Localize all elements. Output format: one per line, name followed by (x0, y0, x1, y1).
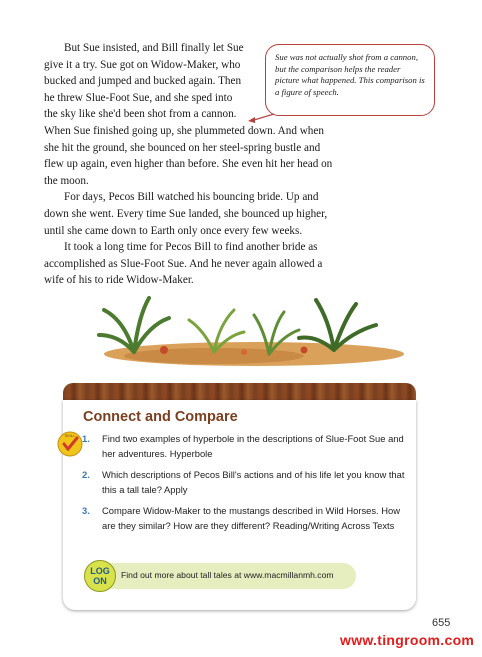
badge-label: SKILL (64, 433, 76, 438)
connect-compare-title: Connect and Compare (83, 409, 238, 425)
callout-pointer-icon (246, 112, 274, 126)
site-watermark: www.tingroom.com (340, 632, 475, 648)
item-text: Which descriptions of Pecos Bill's actions and of his life let you know that this a tall tale? Apply (102, 469, 405, 495)
story-paragraph-3: It took a long time for Pecos Bill to find another bride as accomplished as Slue-Foot Sue. And he never again allowed a wife of his to ride Widow-Maker. (44, 241, 323, 287)
desert-plants-illustration (94, 290, 414, 370)
log-on-banner[interactable] (88, 563, 356, 589)
story-paragraph-2: For days, Pecos Bill watched his bouncing bride. Up and down she went. Every time Sue landed, she bounced up higher, until she came down to Earth only once every few weeks. (44, 191, 328, 237)
margin-callout (265, 44, 435, 116)
log-on-link-text[interactable]: Find out more about tall tales at www.macmillanmh.com (121, 570, 334, 580)
connect-compare-list (80, 431, 405, 539)
item-number: 3. (82, 505, 90, 516)
log-on-line2: ON (93, 576, 107, 586)
story-paragraph-1a: But Sue insisted, and Bill finally let Sue give it a try. Sue got on Widow-Maker, who bucked and jumped and bucked again. Then he threw Slue-Foot Sue, and she sped into the sky like she'd been shot from a cannon. (44, 42, 244, 121)
log-on-line1: LOG (90, 566, 110, 576)
item-text: Compare Widow-Maker to the mustangs described in Wild Horses. How are they similar? How are they different? Reading/Writing Across Texts (102, 505, 401, 531)
story-paragraph-1b: When Sue finished going up, she plummeted down. And when she hit the ground, she bounced on her steel-spring bustle and flew up again, even higher than before. She even hit her head on the moon. (44, 124, 333, 187)
list-item (80, 503, 405, 533)
log-on-badge-icon (84, 560, 116, 592)
list-item (80, 431, 405, 461)
list-item (80, 467, 405, 497)
callout-text: Sue was not actually shot from a cannon, but the comparison helps the reader picture what happened. This comparison is a figure of speech. (275, 52, 425, 97)
item-number: 2. (82, 469, 90, 480)
item-text: Find two examples of hyperbole in the descriptions of Slue-Foot Sue and her adventures. Hyperbole (102, 433, 404, 459)
item-number: 1. (82, 433, 90, 444)
page-number: 655 (432, 617, 451, 629)
